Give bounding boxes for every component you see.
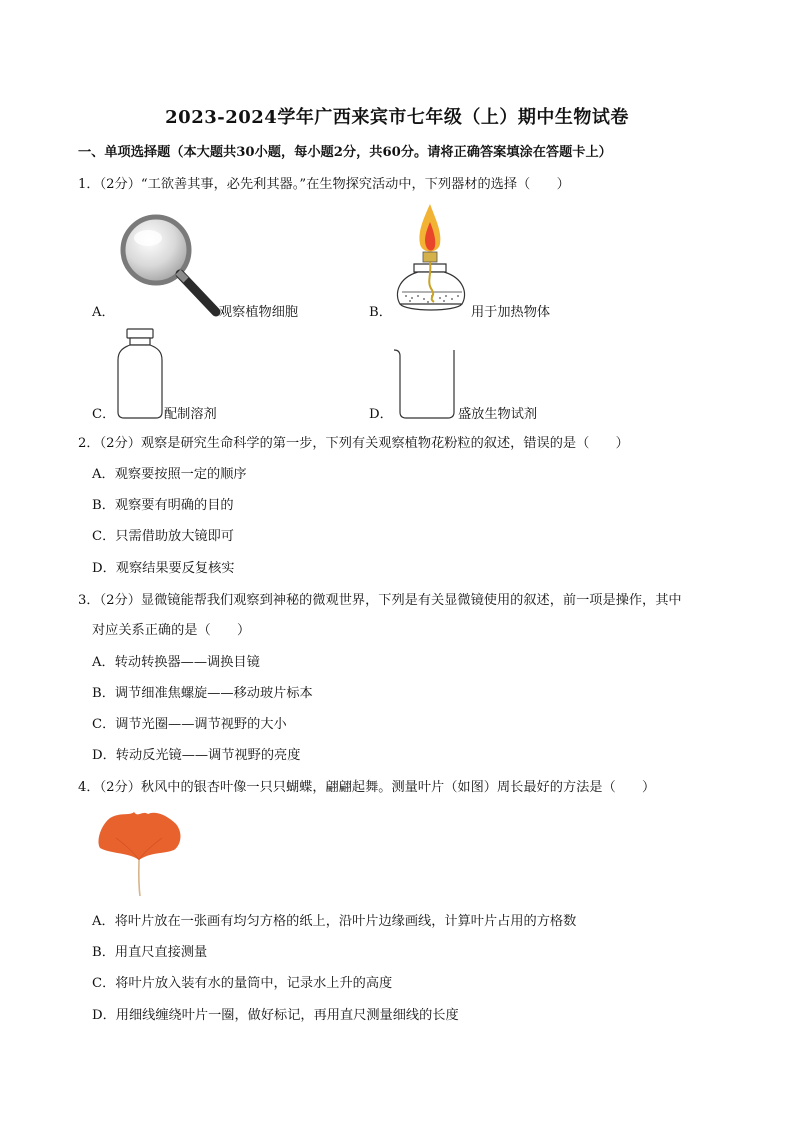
- alcohol-lamp-icon: [392, 200, 472, 322]
- q2-stem: 2．（2分）观察是研究生命科学的第一步，下列有关观察植物花粉粒的叙述，错误的是（ ）: [78, 436, 629, 451]
- q4-option-b: B．用直尺直接测量: [92, 945, 208, 960]
- q1-option-a-text: 观察植物细胞: [219, 305, 299, 320]
- magnifying-glass-icon: [118, 212, 222, 322]
- q1-option-b-text: 用于加热物体: [471, 305, 551, 320]
- beaker-icon: [392, 346, 460, 420]
- q3-option-a: A．转动转换器——调换目镜: [92, 655, 260, 670]
- ginkgo-leaf-icon: [94, 808, 184, 898]
- q4-option-a: A．将叶片放在一张画有均匀方格的纸上，沿叶片边缘画线，计算叶片占用的方格数: [92, 914, 577, 929]
- q4-option-c: C．将叶片放入装有水的量筒中，记录水上升的高度: [92, 976, 393, 991]
- q1-stem: 1．（2分）“工欲善其事，必先利其器。”在生物探究活动中，下列器材的选择（ ）: [78, 177, 570, 192]
- q2-option-d: D．观察结果要反复核实: [92, 561, 235, 576]
- q2-option-b: B．观察要有明确的目的: [92, 498, 234, 513]
- q1-option-c-label: C．: [92, 407, 116, 422]
- q3-option-d: D．转动反光镜——调节视野的亮度: [92, 748, 301, 763]
- q1-option-b-label: B．: [369, 305, 392, 320]
- q1-option-a-label: A．: [92, 305, 115, 320]
- q3-stem-line2: 对应关系正确的是（ ）: [92, 623, 251, 638]
- q1-option-d-text: 盛放生物试剂: [458, 407, 538, 422]
- q4-stem: 4．（2分）秋风中的银杏叶像一只只蝴蝶，翩翩起舞。测量叶片（如图）周长最好的方法是（ ）: [78, 780, 656, 795]
- reagent-bottle-icon: [114, 326, 166, 420]
- page-title: 2023-2024学年广西来宾市七年级（上）期中生物试卷: [165, 107, 629, 128]
- q3-stem-line1: 3．（2分）显微镜能帮我们观察到神秘的微观世界，下列是有关显微镜使用的叙述，前一项是操作，其中: [78, 593, 682, 608]
- q2-option-a: A．观察要按照一定的顺序: [92, 467, 247, 482]
- q1-option-d-label: D．: [369, 407, 393, 422]
- section-heading: 一、单项选择题（本大题共30小题，每小题2分，共60分。请将正确答案填涂在答题卡上）: [78, 145, 612, 160]
- q1-option-c-text: 配制溶剂: [164, 407, 217, 422]
- q3-option-b: B．调节细准焦螺旋——移动玻片标本: [92, 686, 313, 701]
- q2-option-c: C．只需借助放大镜即可: [92, 529, 234, 544]
- q3-option-c: C．调节光圈——调节视野的大小: [92, 717, 287, 732]
- q4-option-d: D．用细线缠绕叶片一圈，做好标记，再用直尺测量细线的长度: [92, 1008, 459, 1023]
